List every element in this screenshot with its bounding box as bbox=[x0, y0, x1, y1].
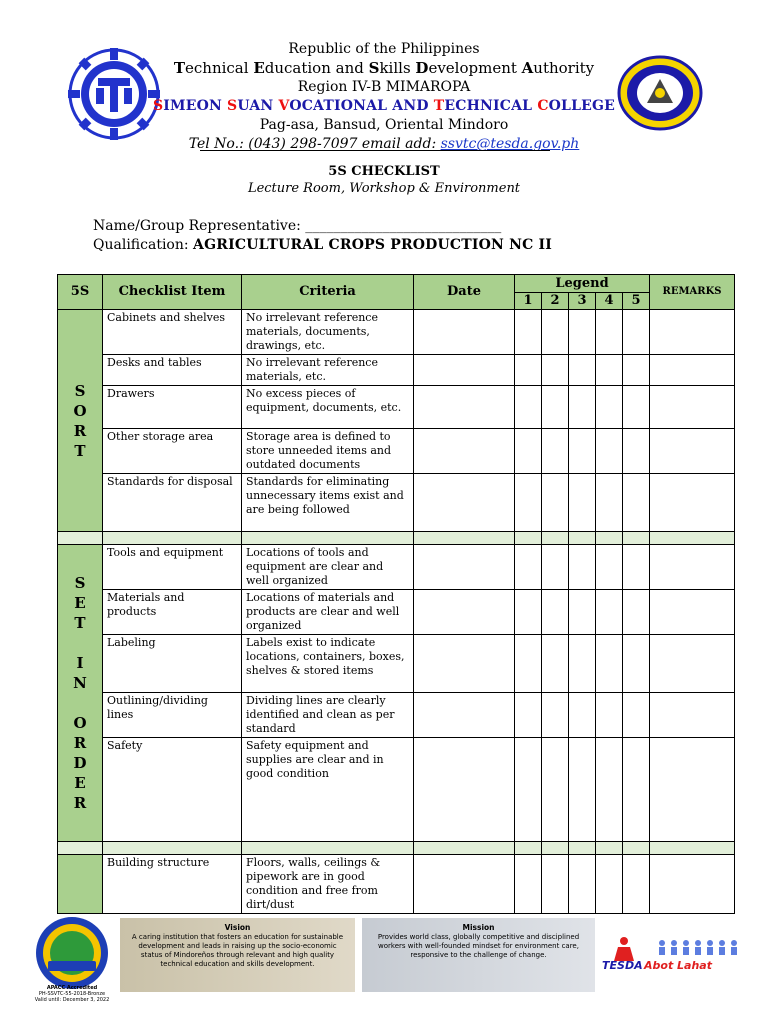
legend-rating-4-cell[interactable] bbox=[596, 635, 623, 693]
legend-rating-3-cell[interactable] bbox=[569, 693, 596, 738]
legend-rating-5-cell[interactable] bbox=[623, 635, 650, 693]
legend-rating-4-cell[interactable] bbox=[596, 693, 623, 738]
category-letter bbox=[58, 633, 102, 653]
separator-cell bbox=[650, 842, 735, 855]
criteria-text: Locations of tools and equipment are clear and well organized bbox=[246, 546, 384, 587]
legend-rating-1-cell[interactable] bbox=[515, 310, 542, 355]
criteria-cell bbox=[242, 310, 414, 355]
legend-rating-2-cell[interactable] bbox=[542, 635, 569, 693]
table-row bbox=[58, 310, 735, 355]
header-checklist-item: Checklist Item bbox=[103, 275, 242, 310]
checklist-table bbox=[57, 274, 735, 914]
qualification-label: Qualification: bbox=[93, 237, 194, 253]
checklist-item-cell bbox=[103, 545, 242, 590]
legend-rating-2-cell[interactable] bbox=[542, 855, 569, 914]
vision-text: A caring institution that fosters an education for sustainable development and leads in raising up the socio-economic status of Mindoreños through relevant and high quality technical education and skills development. bbox=[131, 933, 344, 968]
checklist-item: Outlining/dividing lines bbox=[107, 694, 208, 721]
legend-rating-3-cell[interactable] bbox=[569, 429, 596, 474]
apacc-line: PH-SSVTC-55-2018-Bronze bbox=[38, 991, 106, 997]
legend-rating-5-cell[interactable] bbox=[623, 545, 650, 590]
checklist-item-cell bbox=[103, 310, 242, 355]
legend-rating-4-cell[interactable] bbox=[596, 310, 623, 355]
criteria-text: Floors, walls, ceilings & pipework are in good condition and free from dirt/dust bbox=[246, 856, 381, 911]
category-letter: E bbox=[74, 594, 86, 612]
separator-cell bbox=[596, 842, 623, 855]
vision-box bbox=[120, 918, 355, 992]
header-date: Date bbox=[414, 275, 515, 310]
category-letter: N bbox=[73, 674, 87, 692]
apacc-line: Valid until: December 3, 2022 bbox=[34, 997, 110, 1003]
legend-rating-3-cell[interactable] bbox=[569, 855, 596, 914]
table-row bbox=[58, 855, 735, 914]
header-criteria: Criteria bbox=[242, 275, 414, 310]
legend-rating-5-cell[interactable] bbox=[623, 590, 650, 635]
category-letter: O bbox=[73, 401, 87, 420]
category-letter: T bbox=[74, 614, 86, 632]
remarks-cell[interactable] bbox=[650, 310, 735, 355]
legend-rating-3-cell[interactable] bbox=[569, 474, 596, 532]
legend-rating-1-cell[interactable] bbox=[515, 429, 542, 474]
separator-cell bbox=[103, 532, 242, 545]
legend-rating-1-cell[interactable] bbox=[515, 590, 542, 635]
separator-cell bbox=[58, 842, 103, 855]
legend-rating-4-cell[interactable] bbox=[596, 355, 623, 386]
mission-box bbox=[362, 918, 595, 992]
college-initial: S bbox=[152, 98, 164, 114]
criteria-cell bbox=[242, 429, 414, 474]
separator-cell bbox=[58, 532, 103, 545]
separator-cell bbox=[623, 842, 650, 855]
checklist-item: Tools and equipment bbox=[107, 546, 224, 559]
legend-rating-2-cell[interactable] bbox=[542, 474, 569, 532]
tesda-abot-lahat-logo bbox=[600, 935, 740, 975]
criteria-cell bbox=[242, 545, 414, 590]
checklist-item-cell bbox=[103, 855, 242, 914]
legend-1: 1 bbox=[515, 293, 542, 310]
table-row bbox=[58, 635, 735, 693]
remarks-cell[interactable] bbox=[650, 738, 735, 842]
date-cell[interactable] bbox=[414, 355, 515, 386]
checklist-item-cell bbox=[103, 738, 242, 842]
college-word: OLLEGE bbox=[548, 98, 616, 114]
legend-rating-4-cell[interactable] bbox=[596, 386, 623, 429]
separator-cell bbox=[542, 532, 569, 545]
date-cell[interactable] bbox=[414, 545, 515, 590]
category-letter: S bbox=[74, 381, 86, 400]
separator-cell bbox=[414, 532, 515, 545]
separator-cell bbox=[242, 532, 414, 545]
criteria-text: Dividing lines are clearly identified and clean as per standard bbox=[246, 694, 395, 735]
legend-rating-5-cell[interactable] bbox=[623, 474, 650, 532]
agency-word: kills bbox=[379, 59, 416, 77]
category-letter: R bbox=[73, 421, 87, 440]
legend-rating-3-cell[interactable] bbox=[569, 310, 596, 355]
agency-initial: T bbox=[173, 59, 185, 77]
header-legend: Legend bbox=[515, 275, 650, 293]
legend-rating-3-cell[interactable] bbox=[569, 355, 596, 386]
checklist-item-cell bbox=[103, 590, 242, 635]
apacc-accreditation bbox=[26, 985, 118, 1003]
college-initial: T bbox=[433, 98, 445, 114]
legend-rating-4-cell[interactable] bbox=[596, 545, 623, 590]
checklist-item: Other storage area bbox=[107, 430, 214, 443]
remarks-cell[interactable] bbox=[650, 429, 735, 474]
checklist-item-cell bbox=[103, 635, 242, 693]
legend-5: 5 bbox=[623, 293, 650, 310]
legend-rating-1-cell[interactable] bbox=[515, 635, 542, 693]
checklist-item: Labeling bbox=[107, 636, 156, 649]
name-field[interactable]: Name/Group Representative: ____________________________ bbox=[93, 218, 502, 234]
legend-3: 3 bbox=[569, 293, 596, 310]
checklist-item: Desks and tables bbox=[107, 356, 202, 369]
date-cell[interactable] bbox=[414, 590, 515, 635]
remarks-cell[interactable] bbox=[650, 386, 735, 429]
separator-cell bbox=[569, 532, 596, 545]
legend-rating-5-cell[interactable] bbox=[623, 355, 650, 386]
legend-rating-1-cell[interactable] bbox=[515, 474, 542, 532]
criteria-text: Storage area is defined to store unneeded items and outdated documents bbox=[246, 430, 392, 471]
category-letter: S bbox=[74, 574, 86, 592]
college-word: IMEON bbox=[163, 98, 228, 114]
checklist-title: 5S CHECKLIST bbox=[328, 164, 440, 179]
criteria-text: No irrelevant reference materials, etc. bbox=[246, 356, 378, 383]
legend-rating-2-cell[interactable] bbox=[542, 310, 569, 355]
legend-rating-4-cell[interactable] bbox=[596, 429, 623, 474]
date-cell[interactable] bbox=[414, 635, 515, 693]
legend-rating-1-cell[interactable] bbox=[515, 693, 542, 738]
table-row bbox=[58, 386, 735, 429]
checklist-item: Safety bbox=[107, 739, 143, 752]
legend-rating-5-cell[interactable] bbox=[623, 855, 650, 914]
criteria-cell bbox=[242, 693, 414, 738]
date-cell[interactable] bbox=[414, 474, 515, 532]
category-letter: I bbox=[76, 654, 84, 672]
checklist-item-cell bbox=[103, 693, 242, 738]
mission-text: Provides world class, globally competitive and disciplined workers with well-founded mindset for environment care, responsive to the challenge of change. bbox=[377, 933, 580, 959]
legend-4: 4 bbox=[596, 293, 623, 310]
legend-rating-4-cell[interactable] bbox=[596, 738, 623, 842]
category-letter: R bbox=[73, 734, 87, 752]
agency-word: uthority bbox=[533, 59, 595, 77]
criteria-text: Labels exist to indicate locations, containers, boxes, shelves & stored items bbox=[246, 636, 405, 677]
remarks-cell[interactable] bbox=[650, 355, 735, 386]
legend-rating-5-cell[interactable] bbox=[623, 429, 650, 474]
separator-cell bbox=[623, 532, 650, 545]
separator-cell bbox=[414, 842, 515, 855]
agency-initial: D bbox=[415, 59, 429, 77]
separator-cell bbox=[103, 842, 242, 855]
legend-rating-2-cell[interactable] bbox=[542, 693, 569, 738]
qualification-line bbox=[93, 237, 552, 253]
legend-rating-2-cell[interactable] bbox=[542, 429, 569, 474]
tesda-word: TESDA bbox=[602, 959, 643, 972]
legend-rating-5-cell[interactable] bbox=[623, 738, 650, 842]
legend-rating-4-cell[interactable] bbox=[596, 474, 623, 532]
vision-label: Vision bbox=[224, 923, 251, 932]
5s-category bbox=[58, 310, 103, 532]
criteria-text: Locations of materials and products are clear and well organized bbox=[246, 591, 400, 632]
agency-initial: E bbox=[253, 59, 265, 77]
separator-cell bbox=[650, 532, 735, 545]
checklist-subtitle: Lecture Room, Workshop & Environment bbox=[247, 181, 521, 196]
table-row bbox=[58, 429, 735, 474]
remarks-cell[interactable] bbox=[650, 590, 735, 635]
remarks-cell[interactable] bbox=[650, 474, 735, 532]
separator-cell bbox=[596, 532, 623, 545]
criteria-text: Standards for eliminating unnecessary items exist and are being followed bbox=[246, 475, 404, 516]
date-cell[interactable] bbox=[414, 693, 515, 738]
email-link[interactable]: ssvtc@tesda.gov.ph bbox=[440, 136, 580, 152]
legend-rating-3-cell[interactable] bbox=[569, 635, 596, 693]
remarks-cell[interactable] bbox=[650, 545, 735, 590]
college-word: ECHNICAL bbox=[444, 98, 538, 114]
checklist-item: Standards for disposal bbox=[107, 475, 233, 488]
category-letter bbox=[58, 693, 102, 713]
checklist-item: Cabinets and shelves bbox=[107, 311, 225, 324]
criteria-text: No irrelevant reference materials, documents, drawings, etc. bbox=[246, 311, 378, 352]
agency-word: echnical bbox=[185, 59, 254, 77]
apacc-line: APACC Accredited bbox=[46, 985, 98, 991]
legend-rating-3-cell[interactable] bbox=[569, 386, 596, 429]
contact-line bbox=[0, 135, 768, 154]
legend-rating-5-cell[interactable] bbox=[623, 386, 650, 429]
separator-cell bbox=[515, 842, 542, 855]
group-separator-row bbox=[58, 532, 735, 545]
remarks-cell[interactable] bbox=[650, 635, 735, 693]
5s-category bbox=[58, 855, 103, 914]
group-separator-row bbox=[58, 842, 735, 855]
header-divider bbox=[200, 150, 550, 151]
legend-rating-1-cell[interactable] bbox=[515, 738, 542, 842]
tel-text: Tel No.: (043) 298-7097 email add: bbox=[188, 136, 441, 152]
category-letter: D bbox=[73, 754, 87, 772]
table-row bbox=[58, 738, 735, 842]
date-cell[interactable] bbox=[414, 429, 515, 474]
college-word: OCATIONAL AND bbox=[289, 98, 434, 114]
criteria-cell bbox=[242, 590, 414, 635]
legend-rating-1-cell[interactable] bbox=[515, 355, 542, 386]
5s-category bbox=[58, 545, 103, 842]
table-row bbox=[58, 693, 735, 738]
checklist-item-cell bbox=[103, 429, 242, 474]
legend-rating-3-cell[interactable] bbox=[569, 738, 596, 842]
qualification-value: AGRICULTURAL CROPS PRODUCTION NC II bbox=[193, 237, 553, 253]
criteria-cell bbox=[242, 355, 414, 386]
legend-rating-5-cell[interactable] bbox=[623, 693, 650, 738]
legend-rating-2-cell[interactable] bbox=[542, 590, 569, 635]
republic-line: Republic of the Philippines bbox=[288, 41, 480, 57]
legend-rating-1-cell[interactable] bbox=[515, 386, 542, 429]
criteria-text: Safety equipment and supplies are clear and in good condition bbox=[246, 739, 384, 780]
legend-rating-2-cell[interactable] bbox=[542, 386, 569, 429]
header-remarks: REMARKS bbox=[650, 275, 735, 310]
apacc-seal-logo bbox=[32, 915, 112, 995]
remarks-cell[interactable] bbox=[650, 693, 735, 738]
separator-cell bbox=[542, 842, 569, 855]
date-cell[interactable] bbox=[414, 855, 515, 914]
legend-2: 2 bbox=[542, 293, 569, 310]
legend-rating-4-cell[interactable] bbox=[596, 590, 623, 635]
abot-lahat-word: Abot Lahat bbox=[644, 959, 712, 972]
checklist-item: Drawers bbox=[107, 387, 155, 400]
table-row bbox=[58, 474, 735, 532]
legend-rating-5-cell[interactable] bbox=[623, 310, 650, 355]
criteria-cell bbox=[242, 386, 414, 429]
mission-label: Mission bbox=[462, 923, 495, 932]
letterhead bbox=[0, 40, 768, 154]
table-row bbox=[58, 545, 735, 590]
table-row bbox=[58, 590, 735, 635]
legend-rating-2-cell[interactable] bbox=[542, 545, 569, 590]
header-5s: 5S bbox=[58, 275, 103, 310]
category-letter: O bbox=[73, 714, 87, 732]
legend-rating-1-cell[interactable] bbox=[515, 545, 542, 590]
legend-rating-3-cell[interactable] bbox=[569, 590, 596, 635]
college-initial: V bbox=[278, 98, 290, 114]
legend-rating-2-cell[interactable] bbox=[542, 738, 569, 842]
separator-cell bbox=[242, 842, 414, 855]
agency-initial: S bbox=[368, 59, 380, 77]
college-name bbox=[0, 97, 768, 116]
date-cell[interactable] bbox=[414, 310, 515, 355]
category-letter: R bbox=[73, 794, 87, 812]
date-cell[interactable] bbox=[414, 738, 515, 842]
legend-rating-4-cell[interactable] bbox=[596, 855, 623, 914]
agency-word: evelopment bbox=[428, 59, 522, 77]
criteria-text: No excess pieces of equipment, documents, etc. bbox=[246, 387, 402, 414]
checklist-item: Building structure bbox=[107, 856, 210, 869]
checklist-item-cell bbox=[103, 355, 242, 386]
agency-word: ducation and bbox=[264, 59, 369, 77]
legend-rating-2-cell[interactable] bbox=[542, 355, 569, 386]
region-line: Region IV-B MIMAROPA bbox=[297, 79, 471, 95]
legend-rating-3-cell[interactable] bbox=[569, 545, 596, 590]
college-initial: C bbox=[537, 98, 549, 114]
checklist-item: Materials and products bbox=[107, 591, 185, 618]
college-initial: S bbox=[227, 98, 238, 114]
criteria-cell bbox=[242, 855, 414, 914]
address-line: Pag-asa, Bansud, Oriental Mindoro bbox=[259, 117, 509, 133]
table-row bbox=[58, 355, 735, 386]
college-word: UAN bbox=[237, 98, 279, 114]
checklist-item-cell bbox=[103, 386, 242, 429]
category-letter: T bbox=[74, 441, 86, 460]
criteria-cell bbox=[242, 474, 414, 532]
date-cell[interactable] bbox=[414, 386, 515, 429]
criteria-cell bbox=[242, 635, 414, 693]
agency-name bbox=[0, 59, 768, 78]
criteria-cell bbox=[242, 738, 414, 842]
legend-rating-1-cell[interactable] bbox=[515, 855, 542, 914]
category-letter: E bbox=[74, 774, 86, 792]
separator-cell bbox=[569, 842, 596, 855]
agency-initial: A bbox=[521, 59, 534, 77]
separator-cell bbox=[515, 532, 542, 545]
remarks-cell[interactable] bbox=[650, 855, 735, 914]
checklist-item-cell bbox=[103, 474, 242, 532]
